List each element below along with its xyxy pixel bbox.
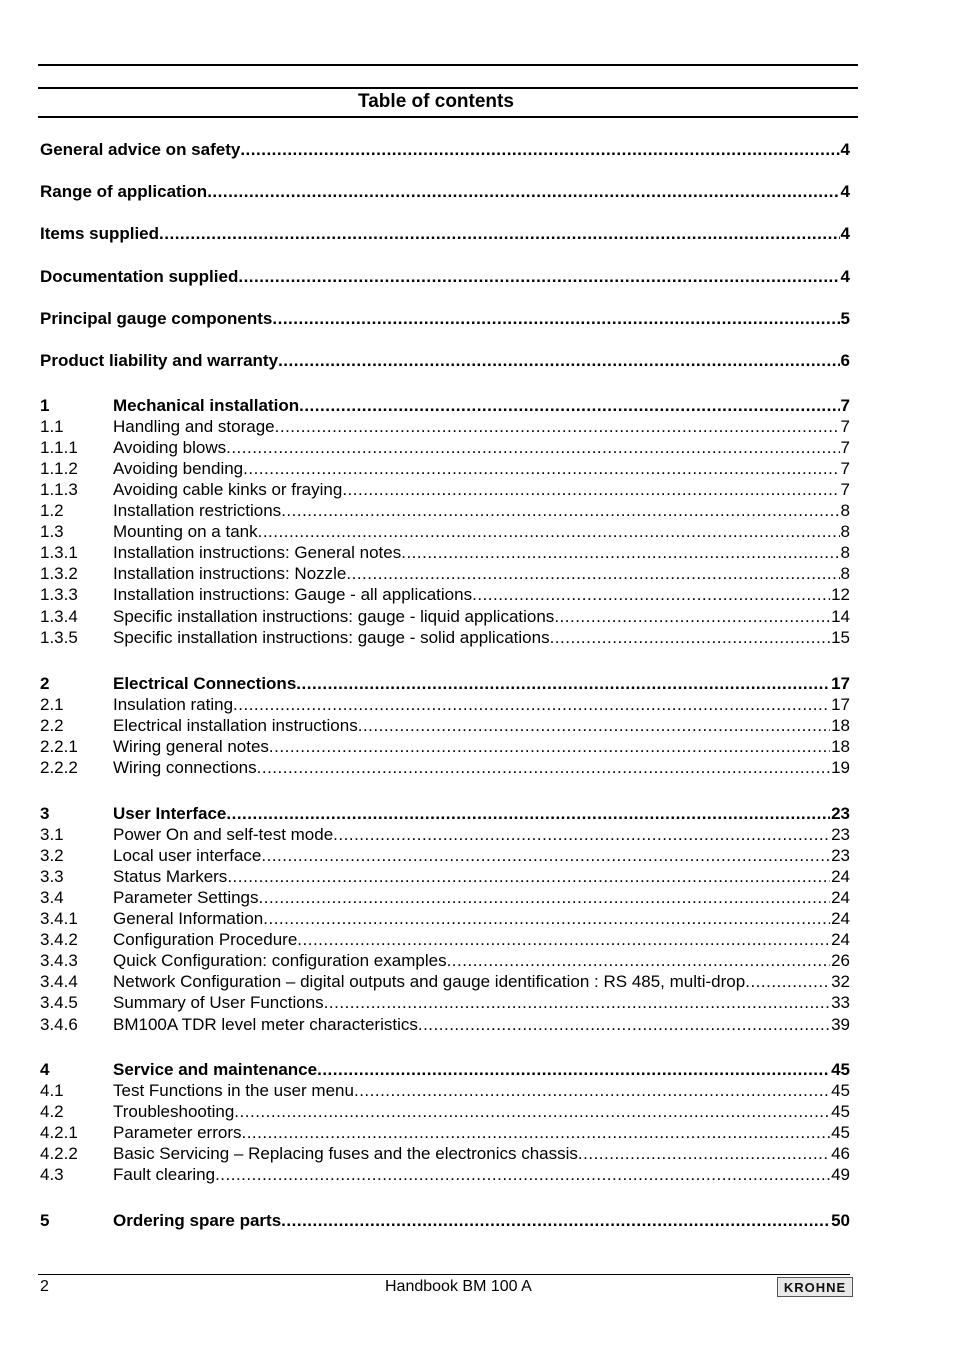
toc-entry-number: 3.4.4: [40, 972, 78, 992]
toc-entry-title: Mechanical installation: [113, 396, 300, 415]
dot-leader: [215, 1164, 830, 1185]
toc-entry-title: Parameter Settings: [113, 888, 259, 908]
dot-leader: [238, 266, 839, 287]
toc-entry-number: 1.3.3: [40, 585, 78, 605]
toc-entry-title: Range of application: [40, 182, 208, 202]
title-rule-top: [38, 87, 858, 89]
dot-leader: [550, 627, 831, 648]
toc-entry[interactable]: [40, 845, 850, 866]
dot-leader: [333, 824, 830, 845]
toc-entry-number: 1.1.2: [40, 459, 78, 479]
toc-entry[interactable]: [40, 521, 850, 542]
toc-entry[interactable]: [40, 308, 850, 329]
dot-leader: [258, 521, 840, 542]
toc-entry-page: 46: [831, 1144, 850, 1164]
toc-entry[interactable]: [40, 1122, 850, 1143]
dot-leader: [358, 715, 830, 736]
toc-entry[interactable]: [40, 992, 850, 1013]
dot-leader: [272, 308, 839, 329]
toc-entry-title: Installation instructions: Gauge - all applications: [113, 585, 473, 605]
toc-entry-title: Documentation supplied: [40, 266, 239, 286]
toc-entry-title: Insulation rating: [113, 695, 234, 715]
toc-entry-title: Items supplied: [40, 224, 160, 244]
toc-entry[interactable]: [40, 824, 850, 845]
dot-leader: [297, 929, 830, 950]
dot-leader: [207, 181, 839, 202]
toc-entry-number: 3.4.1: [40, 909, 78, 929]
dot-leader: [243, 458, 839, 479]
toc-entry-page: 17: [831, 695, 850, 715]
toc-entry-title: Test Functions in the user menu: [113, 1081, 354, 1101]
dot-leader: [263, 908, 830, 929]
dot-leader: [227, 866, 830, 887]
toc-entry-page: 45: [831, 1060, 850, 1079]
toc-entry[interactable]: [40, 1059, 850, 1080]
toc-entry-page: 23: [831, 846, 850, 866]
dot-leader: [226, 437, 839, 458]
dot-leader: [317, 1059, 830, 1080]
toc-entry-number: 1.3.1: [40, 543, 78, 563]
toc-entry-page: 7: [840, 396, 850, 415]
dot-leader: [269, 736, 830, 757]
toc-entry-number: 4.2.2: [40, 1144, 78, 1164]
toc-entry-title: Fault clearing: [113, 1165, 216, 1185]
toc-entry-page: 4: [840, 140, 850, 159]
dot-leader: [241, 1122, 830, 1143]
toc-entry[interactable]: [40, 971, 850, 992]
toc-entry[interactable]: [40, 887, 850, 908]
krohne-logo: KROHNE: [777, 1277, 853, 1297]
footer-rule: [38, 1274, 850, 1275]
toc-entry-title: Service and maintenance: [113, 1060, 318, 1079]
page-title: Table of contents: [358, 91, 514, 112]
toc-entry-number: 1.3.2: [40, 564, 78, 584]
dot-leader: [257, 757, 830, 778]
toc-entry-page: 4: [840, 224, 850, 244]
toc-entry-number: 4.2.1: [40, 1123, 78, 1143]
toc-entry-number: 1.1.3: [40, 480, 78, 500]
toc-entry[interactable]: [40, 1014, 850, 1035]
toc-entry-number: 2.1: [40, 695, 64, 715]
dot-leader: [578, 1143, 830, 1164]
dot-leader: [346, 563, 839, 584]
toc-entry[interactable]: [40, 1101, 850, 1122]
toc-entry-title: Handling and storage: [113, 417, 275, 437]
toc-entry-title: Local user interface: [113, 846, 262, 866]
toc-entry-title: Avoiding cable kinks or fraying: [113, 480, 343, 500]
dot-leader: [281, 500, 839, 521]
toc-entry-page: 7: [840, 417, 850, 437]
toc-entry[interactable]: [40, 866, 850, 887]
toc-entry-number: 1.3.4: [40, 606, 78, 626]
toc-entry[interactable]: [40, 627, 850, 648]
dot-leader: [259, 887, 831, 908]
toc-entry-title: Wiring connections: [113, 758, 257, 778]
toc-entry-page: 8: [840, 543, 850, 563]
toc-entry-number: 3.4.2: [40, 930, 78, 950]
toc-entry-page: 7: [840, 480, 850, 500]
toc-entry-page: 14: [831, 606, 850, 626]
toc-entry[interactable]: [40, 803, 850, 824]
toc-entry[interactable]: [40, 563, 850, 584]
toc-entry-page: 15: [831, 627, 850, 647]
toc-entry-title: Specific installation instructions: gauge - liquid applications: [113, 606, 555, 626]
toc-entry-title: BM100A TDR level meter characteristics: [113, 1014, 418, 1034]
toc-entry-page: 45: [831, 1081, 850, 1101]
toc-entry-number: 3: [40, 804, 50, 823]
footer-handbook-title: Handbook BM 100 A: [385, 1278, 532, 1295]
toc-entry-title: Avoiding blows: [113, 438, 227, 458]
toc-entry-page: 19: [831, 758, 850, 778]
toc-entry-number: 3.2: [40, 846, 64, 866]
toc-entry-number: 1: [40, 396, 50, 415]
toc-entry-page: 23: [831, 804, 850, 823]
toc-entry[interactable]: [40, 500, 850, 521]
toc-entry-page: 4: [840, 182, 850, 202]
toc-entry-title: Basic Servicing – Replacing fuses and the electronics chassis: [113, 1144, 578, 1164]
toc-entry-number: 1.1: [40, 417, 64, 437]
dot-leader: [299, 395, 839, 416]
toc-entry-page: 8: [840, 564, 850, 584]
toc-entry-page: 8: [840, 501, 850, 521]
toc-entry[interactable]: [40, 223, 850, 244]
toc-entry-number: 3.1: [40, 825, 64, 845]
toc-entry[interactable]: [40, 395, 850, 416]
toc-entry-number: 3.4.6: [40, 1014, 78, 1034]
toc-entry-title: Mounting on a tank: [113, 522, 258, 542]
toc-entry-title: General advice on safety: [40, 140, 241, 159]
toc-entry-number: 2.2.1: [40, 737, 78, 757]
dot-leader: [278, 350, 839, 371]
toc-entry-page: 6: [840, 351, 850, 370]
title-rule-bottom: [38, 116, 858, 118]
dot-leader: [233, 694, 830, 715]
toc-entry-page: 5: [840, 308, 850, 328]
dot-leader: [472, 584, 830, 605]
toc-entry-page: 45: [831, 1123, 850, 1143]
toc-entry-title: Specific installation instructions: gauge - solid applications: [113, 627, 550, 647]
toc-entry-title: Electrical Connections: [113, 674, 297, 693]
toc-entry[interactable]: [40, 950, 850, 971]
toc-entry[interactable]: [40, 715, 850, 736]
toc-entry-page: 23: [831, 825, 850, 845]
toc-entry[interactable]: [40, 139, 850, 160]
toc-entry-page: 7: [840, 459, 850, 479]
toc-entry-title: Product liability and warranty: [40, 351, 279, 370]
toc-entry[interactable]: [40, 1143, 850, 1164]
toc-entry[interactable]: [40, 437, 850, 458]
toc-entry-number: 2.2.2: [40, 758, 78, 778]
toc-entry-page: 24: [831, 909, 850, 929]
toc-entry-page: 24: [831, 867, 850, 887]
toc-entry-title: Installation instructions: General notes: [113, 543, 402, 563]
toc-entry[interactable]: [40, 673, 850, 694]
toc-entry-title: Summary of User Functions: [113, 993, 324, 1013]
toc-entry[interactable]: [40, 458, 850, 479]
toc-entry-page: 45: [831, 1102, 850, 1122]
dot-leader: [281, 1210, 830, 1231]
toc-entry-page: 17: [831, 674, 850, 693]
toc-entry[interactable]: [40, 542, 850, 563]
dot-leader: [354, 1080, 830, 1101]
toc-entry[interactable]: [40, 1210, 850, 1231]
toc-entry-title: User Interface: [113, 804, 227, 823]
dot-leader: [447, 950, 831, 971]
toc-entry-page: 49: [831, 1165, 850, 1185]
toc-entry-number: 1.2: [40, 501, 64, 521]
toc-entry[interactable]: [40, 1080, 850, 1101]
toc-entry-page: 39: [831, 1014, 850, 1034]
dot-leader: [324, 992, 830, 1013]
dot-leader: [234, 1101, 830, 1122]
dot-leader: [554, 606, 830, 627]
toc-entry-page: 8: [840, 522, 850, 542]
toc-entry-page: 32: [831, 972, 850, 992]
toc-entry[interactable]: [40, 584, 850, 605]
toc-entry-number: 1.3.5: [40, 627, 78, 647]
toc-entry-number: 3.3: [40, 867, 64, 887]
toc-entry-number: 2.2: [40, 716, 64, 736]
top-rule: [38, 64, 858, 66]
toc-entry-title: Troubleshooting: [113, 1102, 235, 1122]
toc-entry-title: Network Configuration – digital outputs and gauge identification : RS 485, multi-drop: [113, 972, 746, 992]
dot-leader: [342, 479, 839, 500]
toc-entry-page: 24: [831, 930, 850, 950]
toc-entry[interactable]: [40, 181, 850, 202]
toc-entry[interactable]: [40, 479, 850, 500]
toc-entry-title: General Information: [113, 909, 264, 929]
toc-entry[interactable]: [40, 908, 850, 929]
toc-entry-number: 3.4.3: [40, 951, 78, 971]
toc-entry-number: 4.2: [40, 1102, 64, 1122]
dot-leader: [240, 139, 839, 160]
toc-entry-number: 4.1: [40, 1081, 64, 1101]
toc-entry-title: Parameter errors: [113, 1123, 242, 1143]
toc-entry-title: Avoiding bending: [113, 459, 244, 479]
toc-entry-title: Electrical installation instructions: [113, 716, 358, 736]
toc-entry-page: 50: [831, 1211, 850, 1230]
dot-leader: [159, 223, 840, 244]
toc-entry-page: 24: [831, 888, 850, 908]
toc-entry[interactable]: [40, 736, 850, 757]
toc-entry-number: 4: [40, 1060, 50, 1079]
toc-entry-page: 4: [840, 266, 850, 286]
toc-entry-page: 26: [831, 951, 850, 971]
toc-entry-title: Ordering spare parts: [113, 1211, 282, 1230]
toc-entry-title: Installation restrictions: [113, 501, 282, 521]
toc-entry-number: 1.1.1: [40, 438, 78, 458]
toc-entry-page: 33: [831, 993, 850, 1013]
toc-entry-number: 4.3: [40, 1165, 64, 1185]
toc-entry-title: Installation instructions: Nozzle: [113, 564, 347, 584]
toc-entry[interactable]: [40, 416, 850, 437]
toc-entry-page: 18: [831, 716, 850, 736]
toc-entry[interactable]: [40, 350, 850, 371]
toc-entry[interactable]: [40, 1164, 850, 1185]
dot-leader: [745, 971, 830, 992]
toc-entry-number: 3.4.5: [40, 993, 78, 1013]
dot-leader: [401, 542, 839, 563]
footer-page-number: 2: [40, 1278, 49, 1295]
toc-entry-page: 12: [831, 585, 850, 605]
toc-entry-title: Quick Configuration: configuration examples: [113, 951, 447, 971]
toc-entry-number: 2: [40, 674, 50, 693]
dot-leader: [226, 803, 830, 824]
toc-entry-title: Status Markers: [113, 867, 228, 887]
toc-entry-number: 5: [40, 1211, 50, 1230]
toc-entry-number: 1.3: [40, 522, 64, 542]
dot-leader: [275, 416, 840, 437]
dot-leader: [261, 845, 830, 866]
toc-entry-number: 3.4: [40, 888, 64, 908]
toc-entry[interactable]: [40, 694, 850, 715]
toc-entry-page: 7: [840, 438, 850, 458]
toc-entry[interactable]: [40, 757, 850, 778]
toc-entry-title: Principal gauge components: [40, 308, 273, 328]
toc-entry[interactable]: [40, 266, 850, 287]
dot-leader: [418, 1014, 830, 1035]
toc-entry[interactable]: [40, 606, 850, 627]
toc-entry-title: Configuration Procedure: [113, 930, 298, 950]
toc-entry-title: Wiring general notes: [113, 737, 269, 757]
dot-leader: [296, 673, 830, 694]
toc-entry[interactable]: [40, 929, 850, 950]
toc-entry-page: 18: [831, 737, 850, 757]
toc-entry-title: Power On and self-test mode: [113, 825, 334, 845]
